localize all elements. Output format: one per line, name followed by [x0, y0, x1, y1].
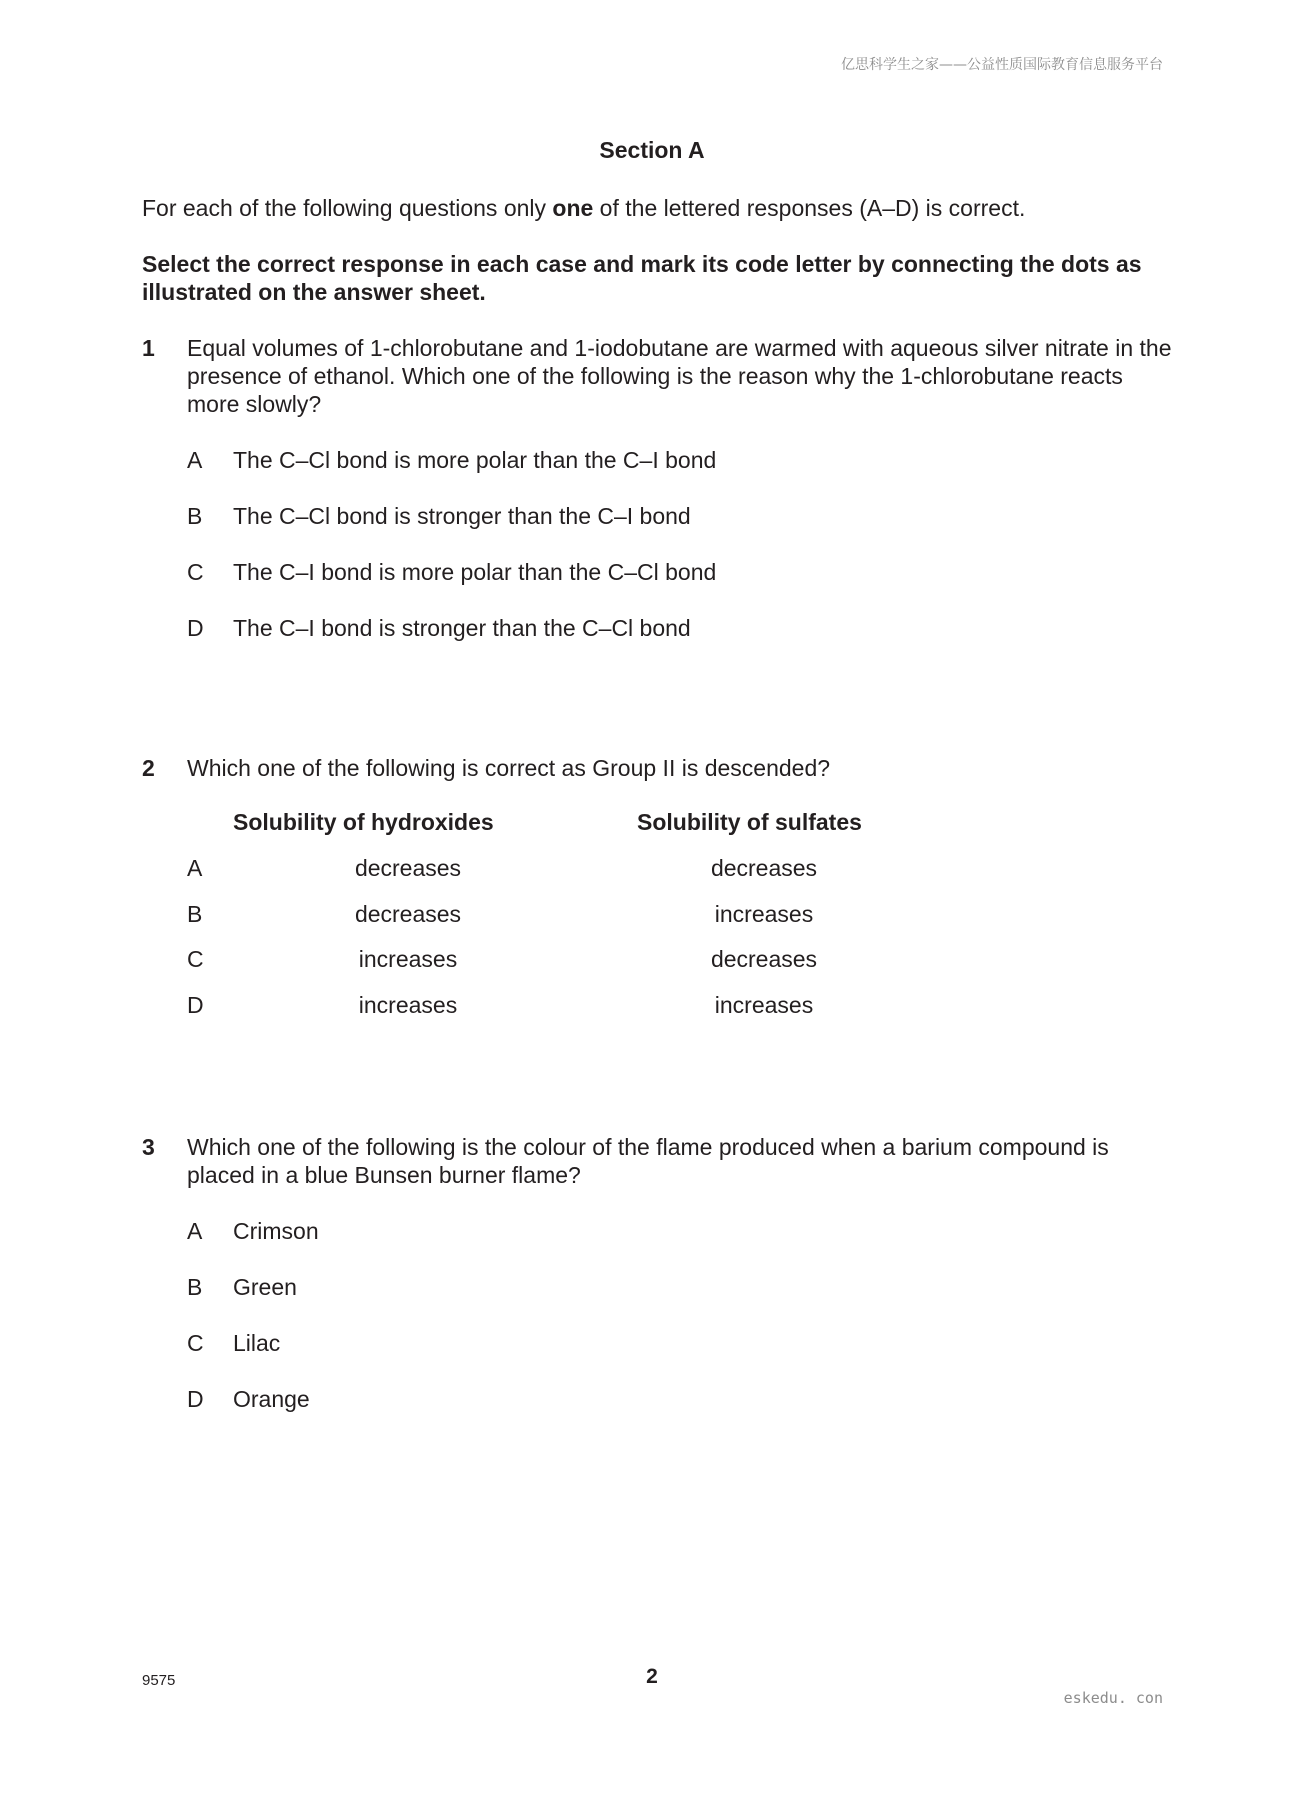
section-title: Section A	[599, 137, 705, 163]
option-text: The C–I bond is stronger than the C–Cl bond	[233, 615, 691, 641]
question-1-option-d	[187, 614, 691, 642]
option-text: Orange	[233, 1386, 310, 1412]
option-letter: C	[187, 559, 204, 585]
intro-text-bold: one	[552, 195, 594, 221]
option-letter: B	[187, 503, 203, 529]
intro-text-before: For each of the following questions only	[142, 195, 553, 221]
question-1-text: Equal volumes of 1-chlorobutane and 1-iodobutane are warmed with aqueous silver nitrate in the presence of ethanol. Which one of the following is the reason why the 1-chlorobutane reacts more slowly?	[187, 335, 1172, 417]
question-1-option-b	[187, 502, 691, 530]
question-3-text: Which one of the following is the colour of the flame produced when a barium compound is placed in a blue Bunsen burner flame?	[187, 1134, 1109, 1188]
paper-code: 9575	[142, 1672, 176, 1689]
instruction-text: Select the correct response in each case and mark its code letter by connecting the dots as illustrated on the answer sheet.	[142, 251, 1142, 305]
question-3-number: 3	[142, 1134, 155, 1160]
option-text: The C–I bond is more polar than the C–Cl bond	[233, 559, 717, 585]
option-letter: B	[187, 1274, 203, 1300]
table-cell-hydroxides: decreases	[354, 901, 462, 927]
question-3-option-c	[187, 1329, 280, 1357]
question-3-option-d	[187, 1385, 310, 1413]
table-cell-sulfates: increases	[714, 992, 814, 1018]
question-1-number: 1	[142, 335, 155, 361]
table-cell-sulfates: decreases	[710, 855, 818, 881]
option-text: The C–Cl bond is stronger than the C–I bond	[233, 503, 691, 529]
option-letter: D	[187, 1386, 204, 1412]
table-row	[187, 945, 887, 973]
table-cell-sulfates: decreases	[710, 946, 818, 972]
question-3-option-a	[187, 1217, 319, 1245]
table-header-sulfates: Solubility of sulfates	[637, 809, 862, 835]
table-row	[187, 900, 887, 928]
table-cell-hydroxides: decreases	[354, 855, 462, 881]
option-text: The C–Cl bond is more polar than the C–I bond	[233, 447, 717, 473]
table-row-letter: C	[187, 946, 204, 972]
option-letter: A	[187, 1218, 203, 1244]
intro-text-after: of the lettered responses (A–D) is correct.	[593, 195, 1026, 221]
question-2-text: Which one of the following is correct as Group II is descended?	[187, 755, 831, 781]
intro-text	[142, 194, 1172, 222]
table-row-letter: B	[187, 901, 203, 927]
question-3-option-b	[187, 1273, 297, 1301]
option-text: Crimson	[233, 1218, 319, 1244]
table-cell-hydroxides: increases	[358, 946, 458, 972]
table-row-letter: D	[187, 992, 204, 1018]
page-number: 2	[646, 1665, 658, 1688]
watermark-header: 亿思科学生之家——公益性质国际教育信息服务平台	[841, 57, 1163, 73]
question-1-option-a	[187, 446, 716, 474]
watermark-footer: eskedu. con	[1063, 1689, 1163, 1707]
option-text: Green	[233, 1274, 297, 1300]
question-2-number: 2	[142, 755, 155, 781]
table-header-hydroxides: Solubility of hydroxides	[233, 809, 494, 835]
option-text: Lilac	[233, 1330, 281, 1356]
table-row	[187, 991, 887, 1019]
question-1-option-c	[187, 558, 716, 586]
table-row-letter: A	[187, 855, 203, 881]
table-cell-hydroxides: increases	[358, 992, 458, 1018]
table-cell-sulfates: increases	[714, 901, 814, 927]
table-row	[187, 854, 887, 882]
option-letter: D	[187, 615, 204, 641]
option-letter: A	[187, 447, 203, 473]
option-letter: C	[187, 1330, 204, 1356]
